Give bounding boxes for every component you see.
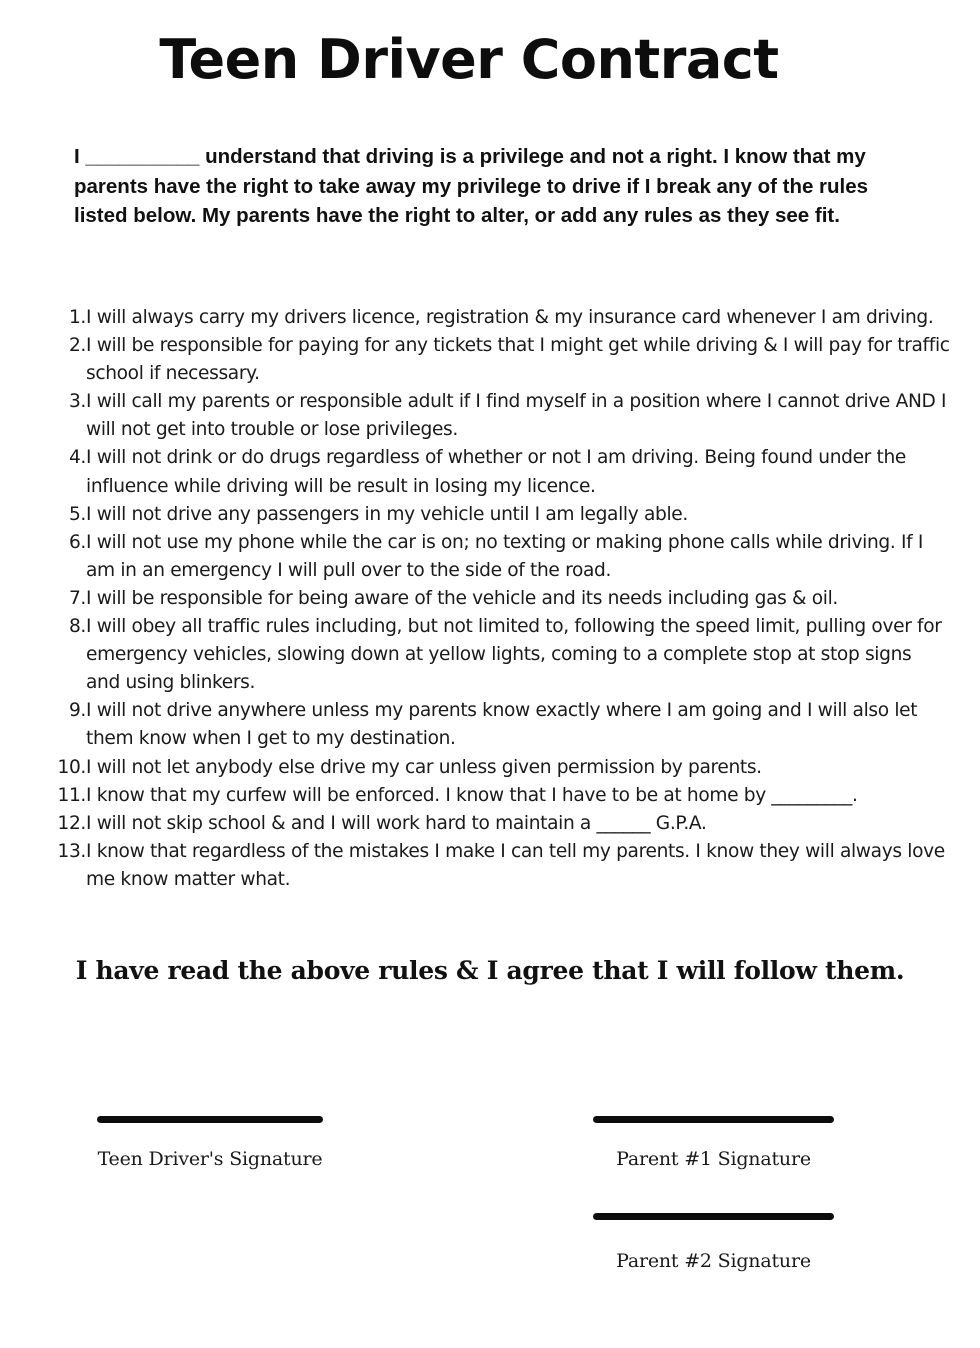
intro-paragraph: I __________ understand that driving is a privilege and not a right. I know that my parents have the right to take away my privilege to drive if I break any of the rules listed below. My parents have the right to alter, or add any rules as they see fit. — [74, 145, 869, 227]
parent2-signature-label: Parent #2 Signature — [616, 1250, 811, 1272]
rule-number: 4. — [68, 447, 86, 469]
rule-text: I will not drive any passengers in my vehicle until I am legally able. — [86, 503, 688, 525]
rules-list — [0, 304, 950, 894]
rule-item — [0, 529, 950, 585]
teen-signature-label: Teen Driver's Signature — [97, 1148, 323, 1170]
rule-number: 13. — [57, 840, 86, 862]
rule-number: 5. — [68, 503, 86, 525]
rule-text: I will be responsible for paying for any tickets that I might get while driving & I will pay for traffic school if necessary. — [86, 335, 950, 385]
rule-text: I will be responsible for being aware of the vehicle and its needs including gas & oil. — [86, 587, 838, 609]
rule-number: 11. — [57, 784, 86, 806]
rule-number: 2. — [68, 335, 86, 357]
rule-number: 12. — [57, 812, 86, 834]
rule-item — [0, 697, 950, 753]
rule-text: I will not drive anywhere unless my parents know exactly where I am going and I will also let them know when I get to my destination. — [86, 700, 918, 750]
rule-text: I will call my parents or responsible adult if I find myself in a position where I cannot drive AND I will not get into trouble or lose privileges. — [86, 391, 947, 441]
rule-text: I will not let anybody else drive my car unless given permission by parents. — [86, 756, 762, 778]
agreement-statement: I have read the above rules & I agree that I will follow them. — [75, 956, 905, 985]
rule-text: I know that regardless of the mistakes I make I can tell my parents. I know they will always love me know matter what. — [86, 840, 945, 890]
rule-number: 3. — [68, 391, 86, 413]
rule-text: I will not drink or do drugs regardless of whether or not I am driving. Being found under the influence while driving will be result in losing my licence. — [86, 447, 907, 497]
rule-text: I will not skip school & and I will work hard to maintain a ______ G.P.A. — [86, 812, 707, 834]
rule-number: 6. — [68, 531, 86, 553]
rule-item — [0, 585, 950, 613]
rule-text: I will obey all traffic rules including, but not limited to, following the speed limit, pulling over for emergency vehicles, slowing down at yellow lights, coming to a complete stop at stop signs and using blinkers. — [86, 616, 942, 694]
rule-item — [0, 838, 950, 894]
rule-number: 9. — [68, 700, 86, 722]
teen-signature-line[interactable] — [97, 1116, 323, 1123]
rule-text: I will not use my phone while the car is on; no texting or making phone calls while driving. If I am in an emergency I will pull over to the side of the road. — [86, 531, 923, 581]
rule-item — [0, 613, 950, 697]
rule-item — [0, 501, 950, 529]
rule-number: 1. — [68, 307, 86, 328]
page-title: Teen Driver Contract — [159, 28, 779, 91]
parent2-signature-line[interactable] — [593, 1213, 834, 1220]
rule-text: I know that my curfew will be enforced. I know that I have to be at home by _________. — [86, 784, 858, 806]
rule-text: I will always carry my drivers licence, registration & my insurance card whenever I am driving. — [86, 307, 934, 328]
rule-item — [0, 810, 950, 838]
rule-number: 7. — [68, 587, 86, 609]
parent1-signature-label: Parent #1 Signature — [616, 1148, 811, 1170]
parent1-signature-line[interactable] — [593, 1116, 834, 1123]
rule-item — [0, 782, 950, 810]
rule-item — [0, 444, 950, 500]
rule-number: 10. — [57, 756, 86, 778]
rule-item — [0, 332, 950, 388]
rule-item — [0, 304, 950, 332]
rule-item — [0, 754, 950, 782]
rule-item — [0, 388, 950, 444]
rule-number: 8. — [68, 616, 86, 638]
